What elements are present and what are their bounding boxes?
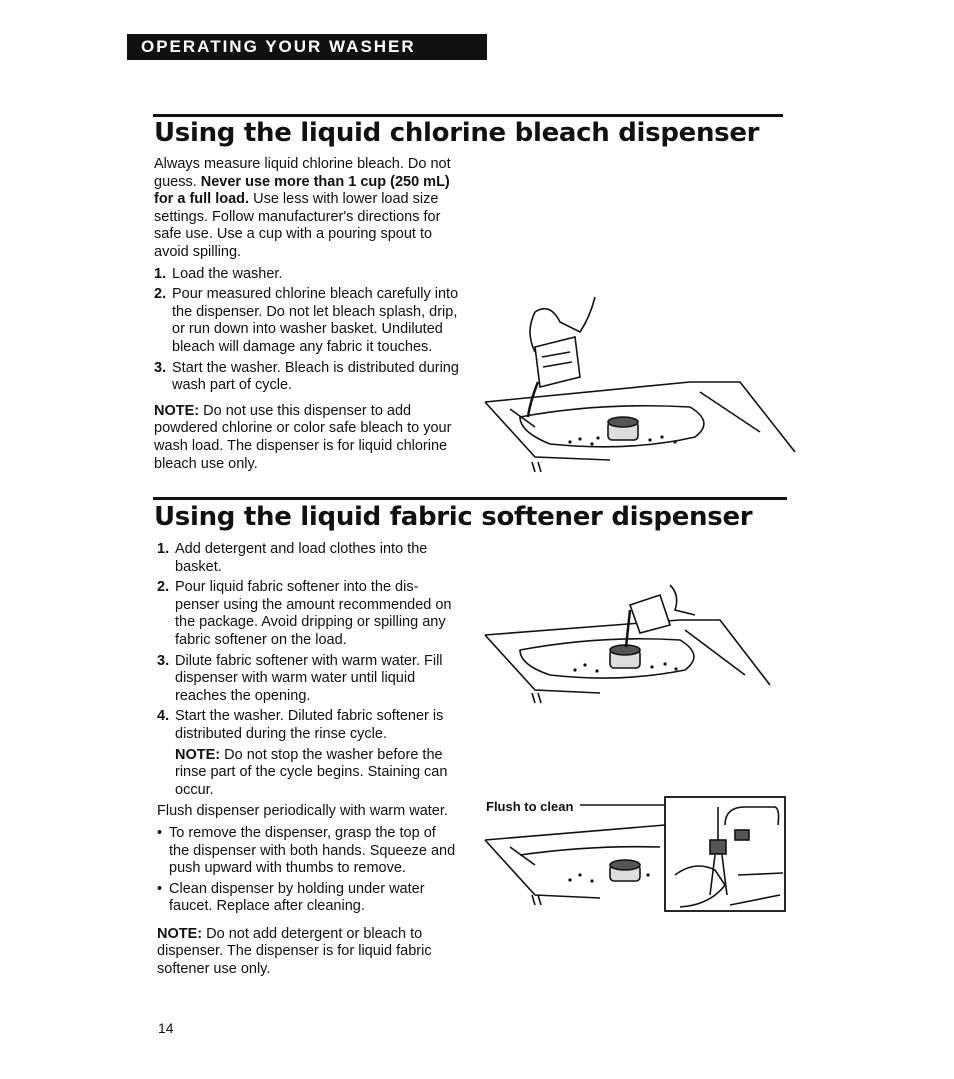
softener-title: Using the liquid fabric softener dispenser xyxy=(154,502,753,532)
section-rule-middle xyxy=(153,497,787,500)
flush-illustration xyxy=(480,795,790,915)
bleach-note: NOTE: Do not use this dispenser to add powdered chlorine or color safe bleach to your wash load. The dispenser is for liquid chlorine bleach use only. xyxy=(154,402,452,472)
list-item: 3. Dilute fabric softener with warm water. Fill dispenser with warm water until liquid reaches the opening. xyxy=(157,652,443,704)
list-item: 1. Add detergent and load clothes into the basket. xyxy=(157,541,428,575)
bleach-title: Using the liquid chlorine bleach dispenser xyxy=(154,118,760,148)
section-header: OPERATING YOUR WASHER xyxy=(127,34,487,60)
page-number: 14 xyxy=(158,1020,174,1036)
bleach-steps xyxy=(154,266,459,395)
softener-note: NOTE: Do not add detergent or bleach to dispenser. The dispenser is for liquid fabric softener use only. xyxy=(157,925,432,978)
section-rule-top xyxy=(153,114,783,117)
softener-step-note: NOTE: Do not stop the washer before the rinse part of the cycle begins. Staining can occur. xyxy=(175,746,448,798)
list-item: 2. Pour liquid fabric softener into the dis-penser using the amount recommended on the package. Avoid dripping or spilling any fabric softener on the load. xyxy=(157,579,452,648)
bleach-pour-illustration xyxy=(480,282,800,482)
softener-steps xyxy=(157,541,457,799)
list-item: • To remove the dispenser, grasp the top of the dispenser with both hands. Squeeze and push upward with thumbs to remove. xyxy=(157,824,456,877)
list-item: 4. Start the washer. Diluted fabric softener is distributed during the rinse cycle. NOTE: Do not stop the washer before the rinse part of the cycle begins. Staining can occur. xyxy=(157,708,457,799)
list-item: • Clean dispenser by holding under water faucet. Replace after cleaning. xyxy=(157,880,425,915)
list-item: 1. Load the washer. xyxy=(154,265,283,282)
flush-caption: Flush to clean xyxy=(486,799,574,814)
list-item: 3. Start the washer. Bleach is distributed during wash part of cycle. xyxy=(154,359,459,394)
softener-steps-block xyxy=(157,541,457,979)
bleach-text xyxy=(154,156,459,473)
softener-pour-illustration xyxy=(480,575,780,705)
list-item: 2. Pour measured chlorine bleach carefully into the dispenser. Do not let bleach splash, drip, or run down into washer basket. Undiluted bleach will damage any fabric it touches. xyxy=(154,286,459,355)
flush-text: Flush dispenser periodically with warm water. xyxy=(157,803,448,820)
bleach-intro: Always measure liquid chlorine bleach. Do not guess. Never use more than 1 cup (250 mL) for a full load. Use less with lower load size settings. Follow manufacturer's directions for safe use. Use a cup with a pouring spout to avoid spilling. xyxy=(154,156,451,260)
